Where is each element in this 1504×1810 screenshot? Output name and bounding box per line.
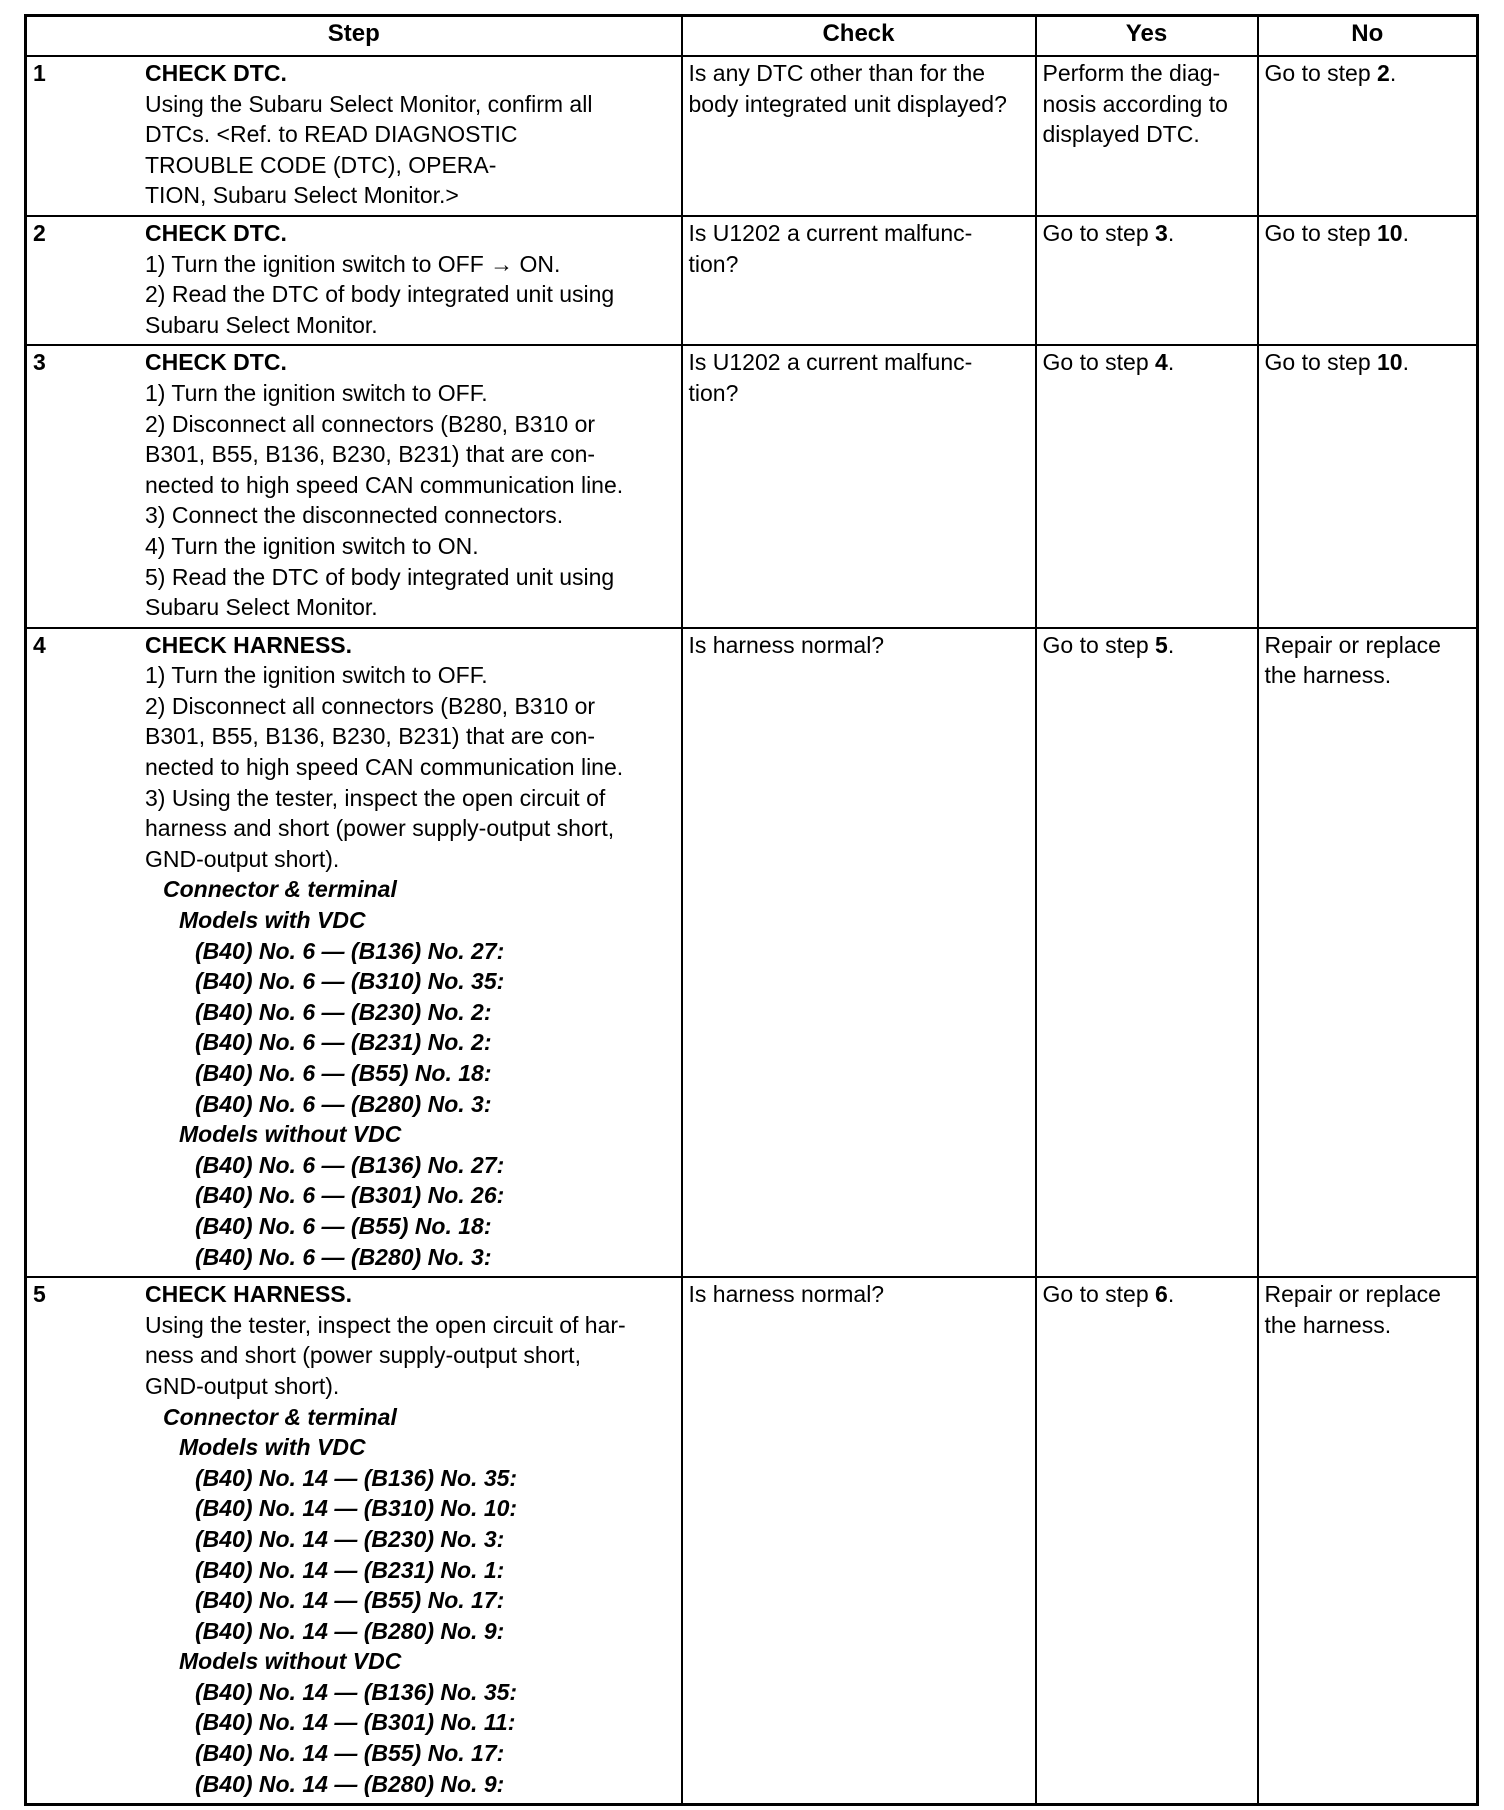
yes-cell [1036, 56, 1258, 216]
no-cell [1258, 628, 1478, 1277]
no-prefix: Go to step [1264, 219, 1378, 246]
no-text-line: the harness. [1264, 1311, 1392, 1338]
table-row [26, 628, 1478, 1277]
step-text-line: GND-output short). [145, 1372, 340, 1399]
terminal-pair: (B40) No. 6 — (B230) No. 2: [195, 998, 492, 1025]
connector-terminal-label: Connector & terminal [163, 876, 397, 903]
table-row [26, 1277, 1478, 1805]
yes-prefix: Go to step [1042, 349, 1156, 376]
yes-prefix: Go to step [1042, 631, 1156, 658]
yes-step-number: 3 [1155, 219, 1168, 246]
check-text-line: tion? [688, 250, 739, 277]
terminal-pair: (B40) No. 14 — (B280) No. 9: [195, 1770, 505, 1797]
step-number: 4 [33, 631, 46, 658]
yes-cell [1036, 216, 1258, 345]
step-title: CHECK DTC. [145, 349, 287, 376]
yes-text-line: displayed DTC. [1042, 121, 1200, 148]
step-text-line: 2) Read the DTC of body integrated unit using [145, 281, 615, 308]
check-text-line: Is U1202 a current malfunc- [688, 349, 973, 376]
header-no: No [1258, 16, 1478, 57]
table-row [26, 56, 1478, 216]
step-cell [26, 345, 682, 627]
yes-cell [1036, 1277, 1258, 1805]
terminal-pair: (B40) No. 14 — (B55) No. 17: [195, 1587, 505, 1614]
step-title: CHECK HARNESS. [145, 1281, 353, 1308]
no-suffix: . [1402, 349, 1409, 376]
step-title: CHECK HARNESS. [145, 631, 353, 658]
terminal-pair: (B40) No. 14 — (B280) No. 9: [195, 1617, 505, 1644]
check-cell [682, 216, 1036, 345]
step-number: 2 [33, 219, 46, 246]
check-cell [682, 345, 1036, 627]
step-cell [26, 56, 682, 216]
terminal-pair: (B40) No. 6 — (B280) No. 3: [195, 1243, 492, 1270]
step-text-line: 5) Read the DTC of body integrated unit using [145, 563, 615, 590]
step-text-line: harness and short (power supply-output short, [145, 815, 615, 842]
yes-suffix: . [1167, 349, 1175, 376]
yes-step-number: 6 [1155, 1281, 1168, 1308]
yes-cell [1036, 345, 1258, 627]
without-vdc-label: Models without VDC [179, 1648, 402, 1675]
yes-step-number: 5 [1155, 631, 1168, 658]
step-text-line: nected to high speed CAN communication line. [145, 754, 624, 781]
step-title: CHECK DTC. [145, 60, 287, 86]
step-cell [26, 216, 682, 345]
check-cell [682, 56, 1036, 216]
yes-step-number: 4 [1155, 349, 1168, 376]
table-header-row [26, 16, 1478, 57]
terminal-pair: (B40) No. 6 — (B136) No. 27: [195, 937, 505, 964]
no-prefix: Go to step [1264, 349, 1378, 376]
check-text-line: Is U1202 a current malfunc- [688, 219, 973, 246]
step-text-line: 3) Using the tester, inspect the open circuit of [145, 784, 606, 811]
step-number: 5 [33, 1281, 46, 1308]
with-vdc-label: Models with VDC [179, 907, 366, 934]
step-text-line: B301, B55, B136, B230, B231) that are con- [145, 441, 596, 468]
step-text-line: nected to high speed CAN communication line. [145, 471, 624, 498]
check-text-line: Is harness normal? [688, 1281, 885, 1308]
step-text-line: TION, Subaru Select Monitor.> [145, 182, 459, 209]
no-text-line: Repair or replace [1264, 631, 1441, 658]
terminal-pair: (B40) No. 6 — (B280) No. 3: [195, 1090, 492, 1117]
no-text-line: Repair or replace [1264, 1281, 1441, 1308]
step-number: 3 [33, 349, 46, 376]
no-text-line: the harness. [1264, 662, 1392, 689]
step-text-line: B301, B55, B136, B230, B231) that are con- [145, 723, 596, 750]
check-text-line: Is harness normal? [688, 631, 885, 658]
terminal-pair: (B40) No. 6 — (B55) No. 18: [195, 1212, 492, 1239]
connector-terminal-label: Connector & terminal [163, 1403, 397, 1430]
diagnosis-table [24, 14, 1479, 1806]
step-text-line: 2) Disconnect all connectors (B280, B310 or [145, 410, 596, 437]
check-text-line: tion? [688, 379, 739, 406]
terminal-pair: (B40) No. 14 — (B55) No. 17: [195, 1740, 505, 1767]
no-cell [1258, 1277, 1478, 1805]
step-text-line: Subaru Select Monitor. [145, 594, 378, 621]
step-text-line: 3) Connect the disconnected connectors. [145, 502, 564, 529]
terminal-pair: (B40) No. 14 — (B136) No. 35: [195, 1678, 518, 1705]
step-text-line: 2) Disconnect all connectors (B280, B310 or [145, 692, 596, 719]
terminal-pair: (B40) No. 6 — (B231) No. 2: [195, 1029, 492, 1056]
check-text-line: body integrated unit displayed? [688, 90, 1007, 117]
step-cell [26, 1277, 682, 1805]
no-cell [1258, 345, 1478, 627]
table-row [26, 216, 1478, 345]
yes-text-line: nosis according to [1042, 90, 1228, 117]
yes-cell [1036, 628, 1258, 1277]
step-text-line: 1) Turn the ignition switch to OFF. [145, 379, 488, 406]
header-yes: Yes [1036, 16, 1258, 57]
no-cell [1258, 216, 1478, 345]
step-text-line: DTCs. <Ref. to READ DIAGNOSTIC [145, 121, 518, 148]
terminal-pair: (B40) No. 14 — (B231) No. 1: [195, 1556, 505, 1583]
step-text-line: Using the Subaru Select Monitor, confirm all [145, 90, 593, 117]
with-vdc-label: Models with VDC [179, 1434, 366, 1461]
step-text-line: 1) Turn the ignition switch to OFF → ON. [145, 250, 561, 277]
step-text-line: TROUBLE CODE (DTC), OPERA- [145, 151, 497, 178]
no-suffix: . [1402, 219, 1409, 246]
no-step-number: 2 [1377, 60, 1390, 86]
step-text-line: GND-output short). [145, 845, 340, 872]
yes-text-line: Perform the diag- [1042, 60, 1221, 86]
check-cell [682, 1277, 1036, 1805]
yes-suffix: . [1167, 631, 1175, 658]
step-number: 1 [33, 60, 46, 86]
terminal-pair: (B40) No. 6 — (B301) No. 26: [195, 1182, 505, 1209]
step-title: CHECK DTC. [145, 219, 287, 246]
step-text-line: Using the tester, inspect the open circuit of har- [145, 1311, 626, 1338]
terminal-pair: (B40) No. 14 — (B310) No. 10: [195, 1495, 518, 1522]
check-text-line: Is any DTC other than for the [688, 60, 986, 86]
check-cell [682, 628, 1036, 1277]
yes-suffix: . [1167, 1281, 1175, 1308]
without-vdc-label: Models without VDC [179, 1121, 402, 1148]
header-check: Check [682, 16, 1036, 57]
no-step-number: 10 [1377, 349, 1403, 376]
step-text-line: ness and short (power supply-output short, [145, 1342, 581, 1369]
no-cell [1258, 56, 1478, 216]
yes-suffix: . [1167, 219, 1175, 246]
terminal-pair: (B40) No. 6 — (B136) No. 27: [195, 1151, 505, 1178]
step-text-line: 4) Turn the ignition switch to ON. [145, 532, 479, 559]
no-step-number: 10 [1377, 219, 1403, 246]
step-text-line: 1) Turn the ignition switch to OFF. [145, 662, 488, 689]
terminal-pair: (B40) No. 14 — (B136) No. 35: [195, 1464, 518, 1491]
no-suffix: . [1389, 60, 1397, 86]
yes-prefix: Go to step [1042, 219, 1156, 246]
yes-prefix: Go to step [1042, 1281, 1156, 1308]
terminal-pair: (B40) No. 6 — (B310) No. 35: [195, 968, 505, 995]
header-step: Step [26, 16, 682, 57]
no-prefix: Go to step [1264, 60, 1378, 86]
step-text-line: Subaru Select Monitor. [145, 311, 378, 338]
step-cell [26, 628, 682, 1277]
terminal-pair: (B40) No. 14 — (B230) No. 3: [195, 1525, 505, 1552]
table-row [26, 345, 1478, 627]
terminal-pair: (B40) No. 6 — (B55) No. 18: [195, 1060, 492, 1086]
terminal-pair: (B40) No. 14 — (B301) No. 11: [195, 1709, 516, 1736]
